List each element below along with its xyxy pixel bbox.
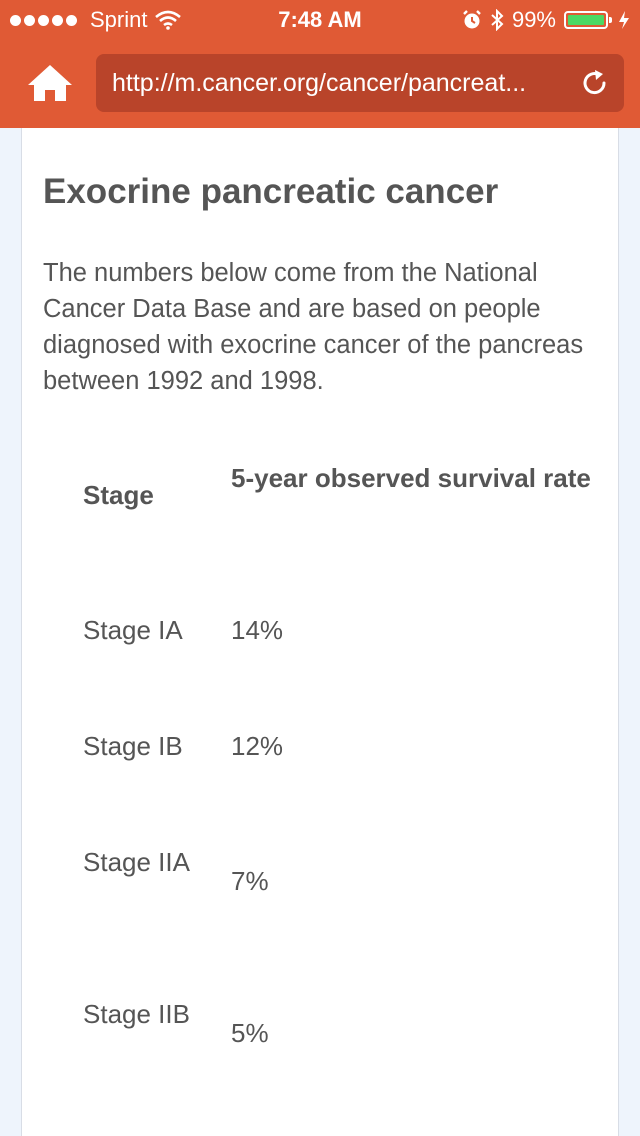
table-header-stage: Stage [83,480,154,510]
battery-percentage: 99% [511,7,556,32]
status-time: 7:48 AM [278,7,362,32]
reload-icon[interactable] [580,68,610,98]
url-text[interactable]: http://m.cancer.org/cancer/pancreat... [112,69,527,97]
battery-level [568,15,604,25]
content-card [21,128,619,1136]
table-row-stage: Stage IA [83,615,183,645]
alarm-icon [462,10,482,30]
home-icon[interactable] [26,63,74,103]
carrier-name: Sprint [90,7,148,32]
bluetooth-icon [490,9,504,31]
battery-icon [564,11,608,29]
charging-icon [618,10,630,30]
table-row-rate: 12% [231,731,284,761]
table-header-survival-rate: 5-year observed survival rate [231,463,591,493]
status-right [462,7,630,33]
intro-paragraph: The numbers below come from the National Cancer Data Base and are based on people diagnosed with exocrine cancer of the pancreas between 1992 and 1998. [43,259,584,395]
table-row-stage: Stage IIB [83,999,190,1029]
url-bar[interactable] [96,54,624,112]
table-row-stage: Stage IB [83,731,183,761]
table-row-rate: 5% [231,1018,269,1048]
browser-chrome [0,0,640,128]
table-row-stage: Stage IIA [83,847,190,877]
table-row-rate: 7% [231,866,269,896]
table-row-rate: 14% [231,615,284,645]
page-title: Exocrine pancreatic cancer [43,172,499,211]
status-bar [0,0,640,40]
